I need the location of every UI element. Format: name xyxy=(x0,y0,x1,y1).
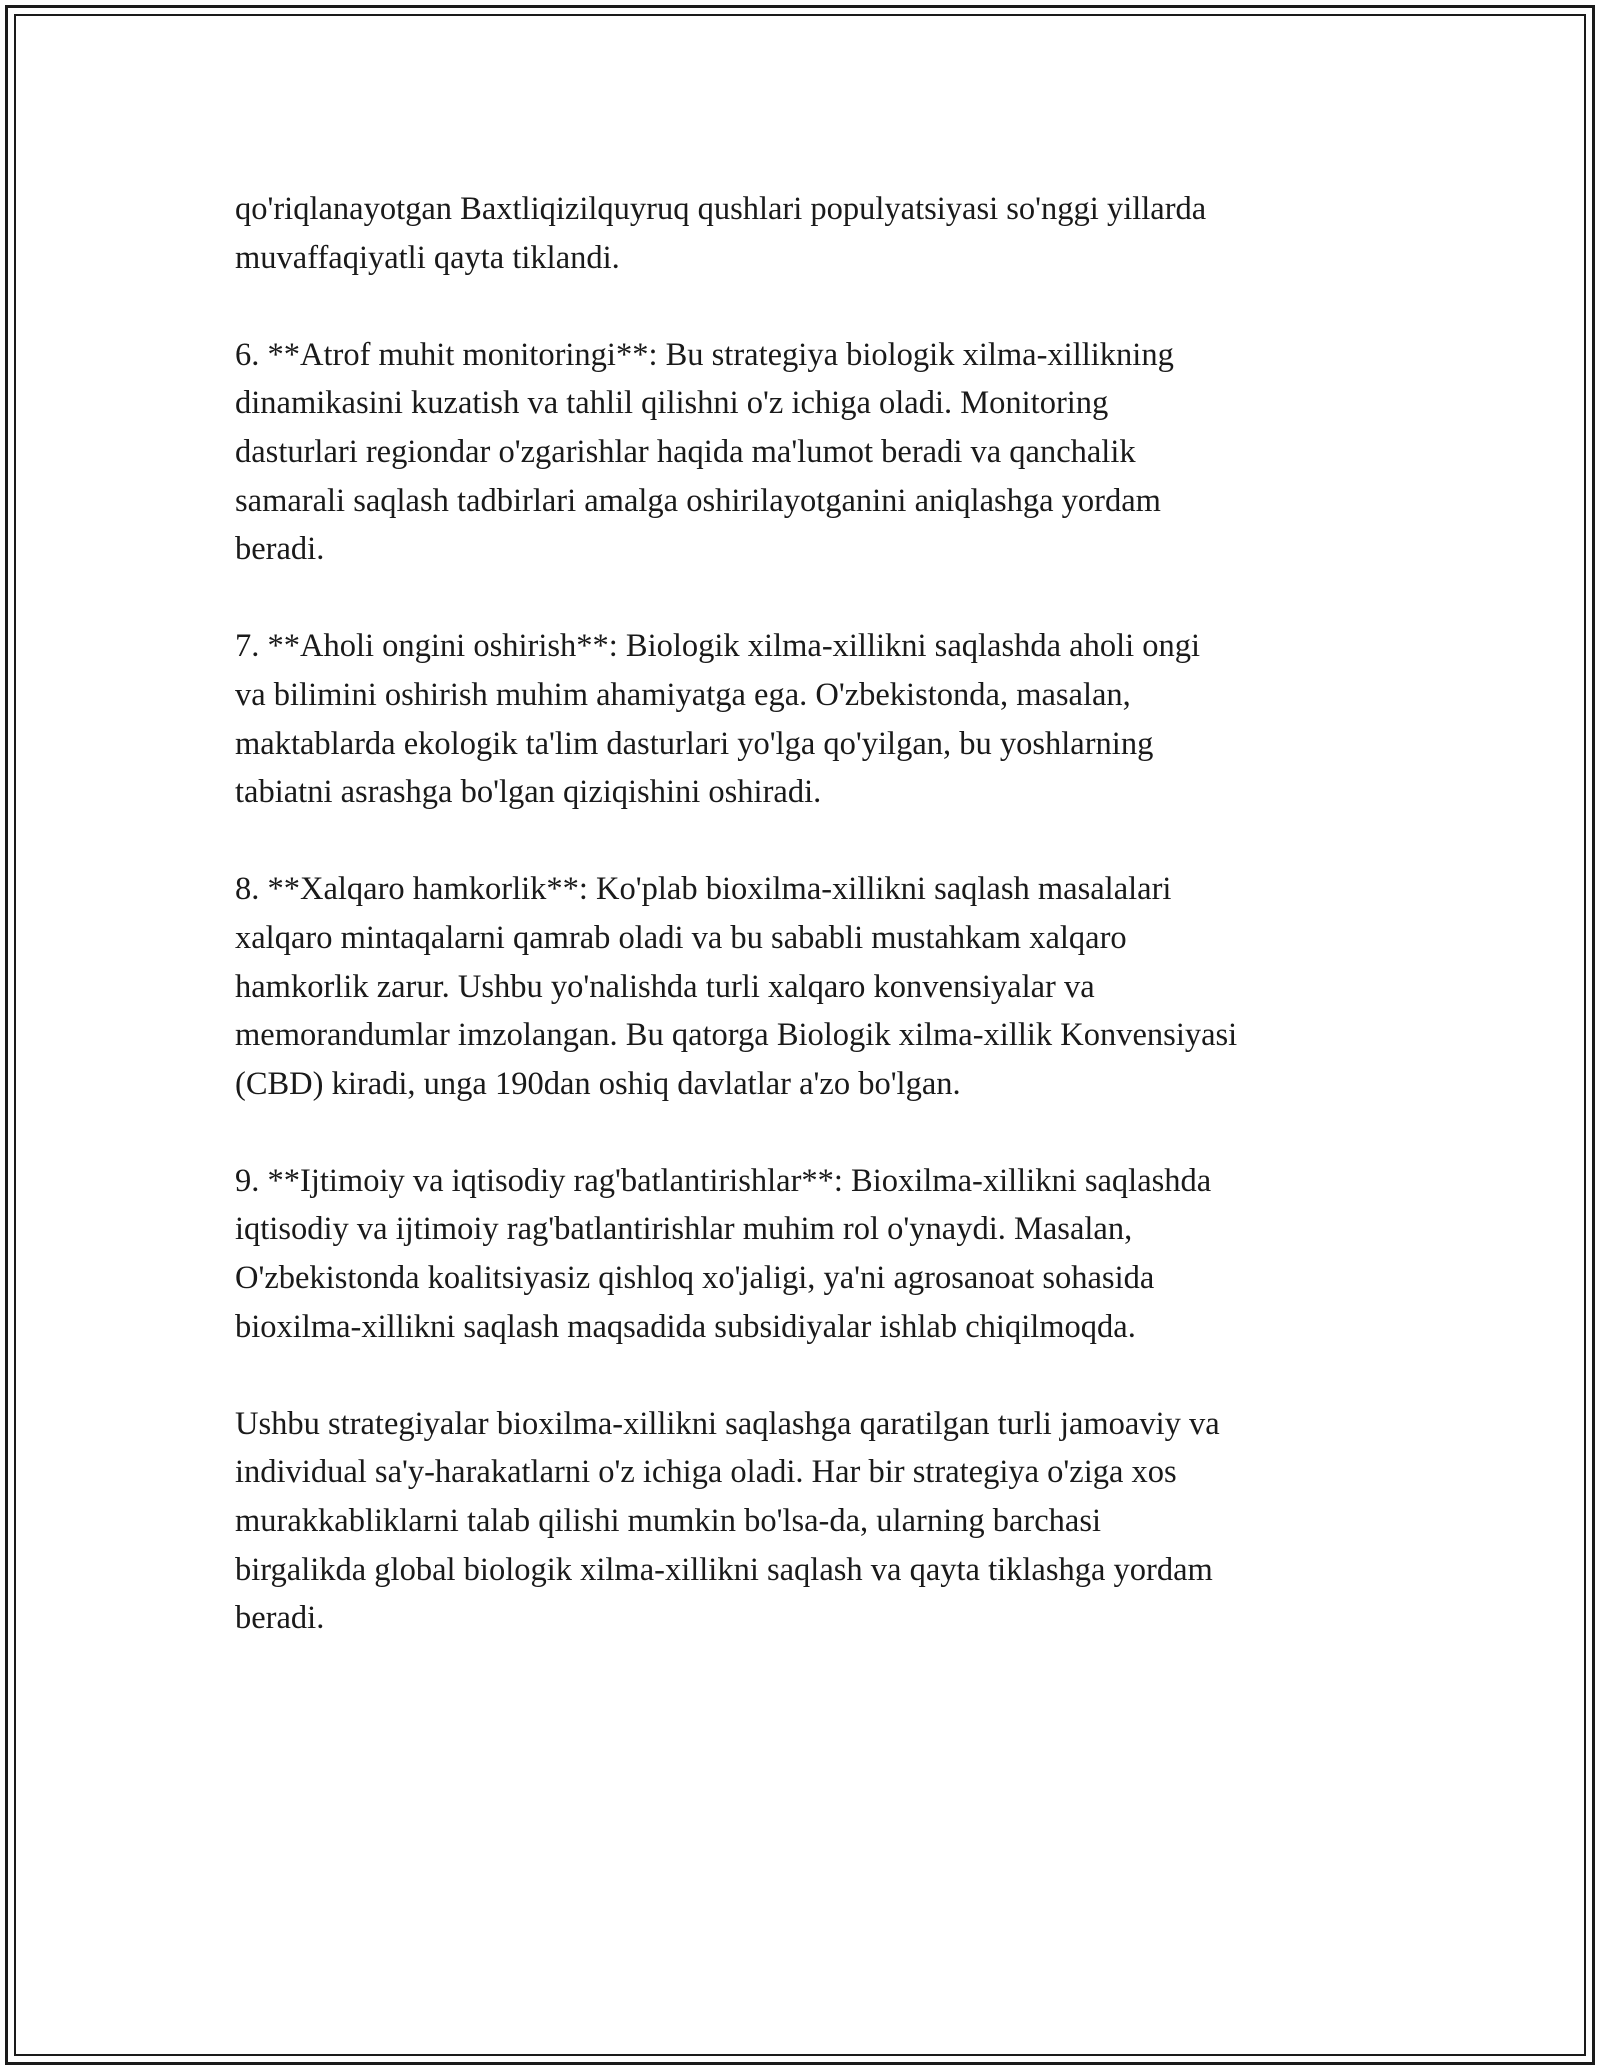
paragraph-item-7: 7. **Aholi ongini oshirish**: Biologik xilma-xillikni saqlashda aholi ongi va bilimini oshirish muhim ahamiyatga ega. O'zbekistonda, masalan, maktablarda ekologik ta'lim dasturlari yo'lga qo'yilgan, bu yoshlarning tabiatni asrashga bo'lgan qiziqishini oshiradi. xyxy=(235,628,1201,811)
paragraph-item-9: 9. **Ijtimoiy va iqtisodiy rag'batlantirishlar**: Bioxilma-xillikni saqlashda iqtisodiy va ijtimoiy rag'batlantirishlar muhim rol o'ynaydi. Masalan, O'zbekistonda koalitsiyasiz qishloq xo'jaligi, ya'ni agrosanoat sohasida bioxilma-xillikni saqlash maqsadida subsidiyalar ishlab chiqilmoqda. xyxy=(235,1162,1212,1345)
paragraph-continuation: qo'riqlanayotgan Baxtliqizilquyruq qushlari populyatsiyasi so'nggi yillarda muvaffaqiyatli qayta tiklandi. xyxy=(235,191,1207,276)
paragraph-conclusion: Ushbu strategiyalar bioxilma-xillikni saqlashga qaratilgan turli jamoaviy va individual sa'y-harakatlarni o'z ichiga oladi. Har bir strategiya o'ziga xos murakkabliklarni talab qilishi mumkin bo'lsa-da, ularning barchasi birgalikda global biologik xilma-xillikni saqlash va qayta tiklashga yordam beradi. xyxy=(235,1405,1220,1637)
document-body xyxy=(235,185,1385,1691)
paragraph-item-8: 8. **Xalqaro hamkorlik**: Ko'plab bioxilma-xillikni saqlash masalalari xalqaro mintaqalarni qamrab oladi va bu sababli mustahkam xalqaro hamkorlik zarur. Ushbu yo'nalishda turli xalqaro konvensiyalar va memorandumlar imzolangan. Bu qatorga Biologik xilma-xillik Konvensiyasi (CBD) kiradi, unga 190dan oshiq davlatlar a'zo bo'lgan. xyxy=(235,871,1238,1102)
paragraph-item-6: 6. **Atrof muhit monitoringi**: Bu strategiya biologik xilma-xillikning dinamikasini kuzatish va tahlil qilishni o'z ichiga oladi. Monitoring dasturlari regiondar o'zgarishlar haqida ma'lumot beradi va qanchalik samarali saqlash tadbirlari amalga oshirilayotganini aniqlashga yordam beradi. xyxy=(235,336,1174,568)
